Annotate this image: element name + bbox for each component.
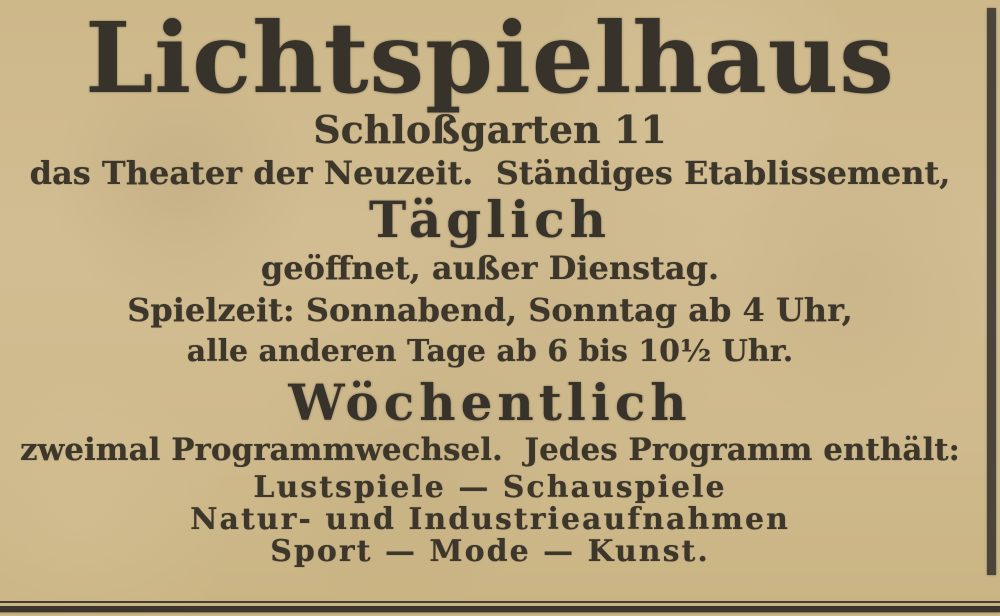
program-item-genres-1: Lustspiele — Schauspiele xyxy=(253,469,727,505)
ad-title: Lichtspielhaus xyxy=(85,1,895,115)
daily-heading: Täglich xyxy=(368,189,611,249)
opening-info: geöffnet, außer Dienstag. xyxy=(260,248,720,287)
program-item-genres-3: Sport — Mode — Kunst. xyxy=(270,533,710,569)
showtimes-line-1: Spielzeit: Sonnabend, Sonntag ab 4 Uhr, xyxy=(127,290,853,329)
column-divider-rule xyxy=(987,8,996,575)
bottom-rule-thick xyxy=(0,606,1000,612)
program-change-info: zweimal Programmwechsel. Jedes Programm enthält: xyxy=(19,431,960,468)
showtimes-line-2: alle anderen Tage ab 6 bis 10½ Uhr. xyxy=(186,333,794,369)
bottom-rule-thin xyxy=(0,601,1000,603)
weekly-heading: Wöchentlich xyxy=(288,372,692,432)
ad-address: Schloßgarten 11 xyxy=(313,106,667,152)
ad-subtitle: das Theater der Neuzeit. Ständiges Etablissement, xyxy=(29,153,951,192)
program-item-genres-2: Natur- und Industrieaufnahmen xyxy=(190,501,790,537)
